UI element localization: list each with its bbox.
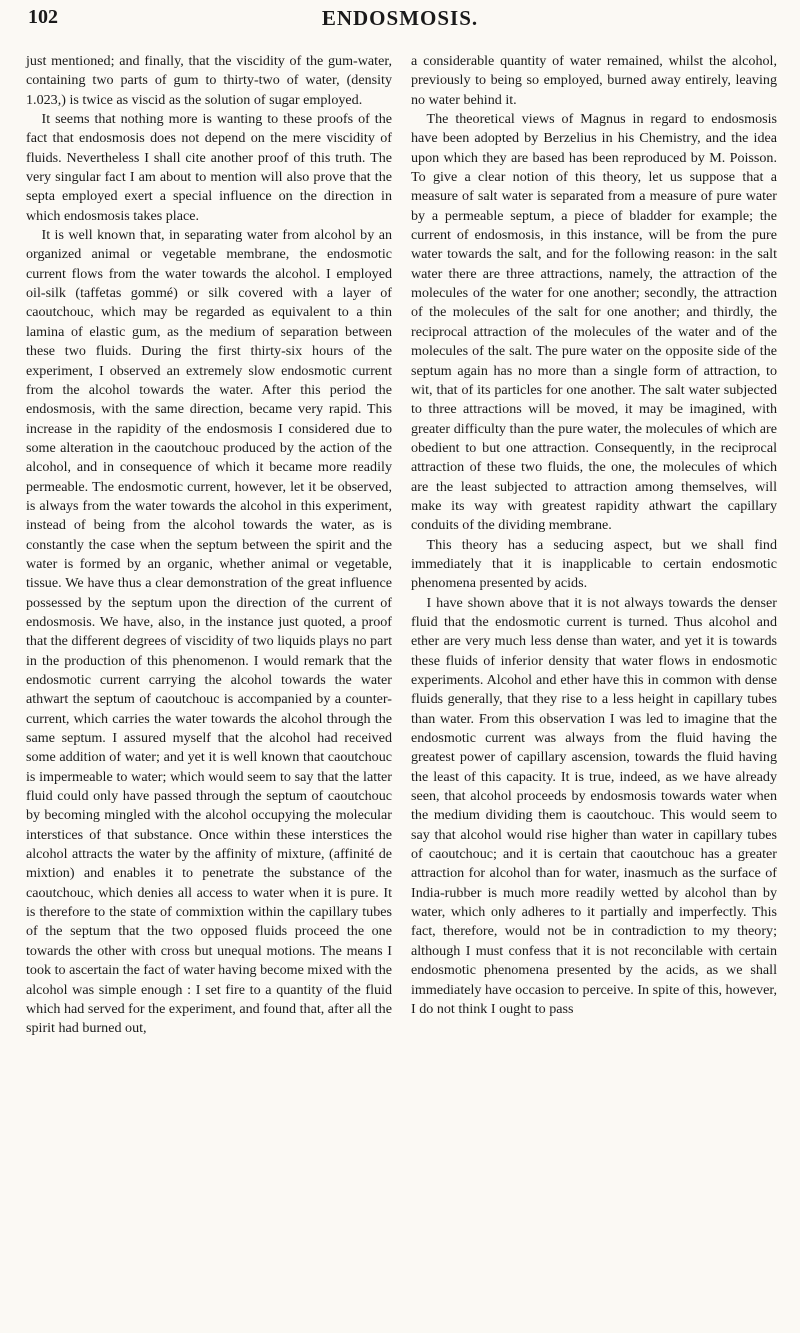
page-number: 102 bbox=[28, 6, 58, 28]
left-column bbox=[26, 52, 392, 1039]
paragraph: a considerable quantity of water remained, whilst the alcohol, previously to being so employed, burned away entirely, leaving no water behind it. bbox=[411, 53, 777, 108]
right-column bbox=[411, 52, 777, 1019]
paragraph: I have shown above that it is not always towards the denser fluid that the endosmotic current is turned. Thus alcohol and ether are very much less dense than water, and yet it is towards these fluids of inferior density that water flows in endosmotic experiments. Alcohol and ether have this in common with dense fluids generally, that they rise to a less height in capillary tubes than water. From this observation I was led to imagine that the endosmotic current was always from the fluid having the greatest power of capillary ascension, towards the fluid having the least of this capacity. It is true, indeed, as we have already seen, that alcohol proceeds by endosmosis towards water when the medium dividing them is caoutchouc. This would seem to say that alcohol would rise higher than water in capillary tubes of caoutchouc; and it is certain that caoutchouc has a greater attraction for alcohol than for water, inasmuch as the surface of India-rubber is much more readily wetted by alcohol than by water, which only adheres to it partially and imperfectly. This fact, therefore, would not be in contradiction to my theory; although I must confess that it is not reconcilable with certain endosmotic phenomena presented by the acids, as we shall immediately have occasion to perceive. In spite of this, however, I do not think I ought to pass bbox=[411, 594, 777, 1017]
paragraph: The theoretical views of Magnus in regard to endosmosis have been adopted by Berzelius in his Chemistry, and the idea upon which they are based has been reproduced by M. Poisson. To give a clear notion of this theory, let us suppose that a measure of salt water is separated from a measure of pure water by a permeable septum, a piece of bladder for example; the current of endosmosis, in this instance, will be from the pure water towards the salt, and for the following reason: in the salt water there are three attractions, namely, the attraction of the molecules of the water for one another; secondly, the attraction of the molecules of the salt for one another; and thirdly, the reciprocal attraction of the molecules of the water and of the molecules of the salt. The pure water on the opposite side of the septum again has no more than a single form of attraction, to wit, that of its particles for one another. The salt water subjected to three attractions will be moved, it may be imagined, with greater difficulty than the pure water, the molecules of which are obedient to but one attraction. Consequently, in the reciprocal attraction of these two fluids, the one, the molecules of which are the least subjected to attraction among themselves, will make its way with greatest rapidity athwart the capillary conduits of the dividing membrane. bbox=[411, 111, 777, 534]
paragraph: It seems that nothing more is wanting to these proofs of the fact that endosmosis does not depend on the mere viscidity of fluids. Nevertheless I shall cite another proof of this truth. The very singular fact I am about to mention will also prove that the septa employed exert a special influence on the direction in which endosmosis takes place. bbox=[26, 111, 392, 224]
paragraph: It is well known that, in separating water from alcohol by an organized animal or vegetable membrane, the endosmotic current flows from the water towards the alcohol. I employed oil-silk (taffetas gommé) or silk covered with a layer of caoutchouc, which may be regarded as equivalent to a thin lamina of elastic gum, as the medium of separation between these two fluids. During the first thirty-six hours of the experiment, I observed an extremely slow endosmotic current from the alcohol towards the water. After this period the endosmosis, with the same direction, became very rapid. This increase in the rapidity of the endosmosis I considered due to some alteration in the caoutchouc produced by the action of the alcohol, and in consequence of which it became more readily permeable. The endosmotic current, however, let it be observed, is always from the water towards the alcohol in this experiment, instead of being from the alcohol towards the water, as is constantly the case when the septum between the spirit and the water is formed by an organic, whether animal or vegetable, tissue. We have thus a clear demonstration of the great influence possessed by the septum upon the direction of the current of endosmosis. We have, also, in the instance just quoted, a proof that the different degrees of viscidity of two liquids plays no part in the production of this phenomenon. I would remark that the endosmotic current carrying the alcohol towards the water athwart the septum of caoutchouc is accompanied by a counter-current, which carries the water towards the alcohol through the same septum. I assured myself that the alcohol had received some addition of water; and yet it is well known that caoutchouc is impermeable to water; which would seem to say that the latter fluid could only have passed through the septum of caoutchouc by becoming mingled with the alcohol occupying the molecular interstices of that substance. Once within these interstices the alcohol attracts the water by the affinity of mixture, (affinité de mixtion) and enables it to penetrate the substance of the caoutchouc, which denies all access to water when it is pure. It is therefore to the state of commixtion within the capillary tubes of the septum that the two opposed fluids proceed the one towards the other with cross but unequal motions. The means I took to ascertain the fact of water having become mixed with the alcohol was simple enough : I set fire to a quantity of the fluid which had served for the experiment, and found that, after all the spirit had burned out, bbox=[26, 227, 392, 1037]
paragraph: just mentioned; and finally, that the viscidity of the gum-water, containing two parts of gum to thirty-two of water, (density 1.023,) is twice as viscid as the solution of sugar employed. bbox=[26, 53, 392, 108]
running-head: ENDOSMOSIS. bbox=[321, 6, 479, 30]
paragraph: This theory has a seducing aspect, but we shall find immediately that it is inapplicable to certain endosmotic phenomena presented by acids. bbox=[411, 536, 777, 592]
